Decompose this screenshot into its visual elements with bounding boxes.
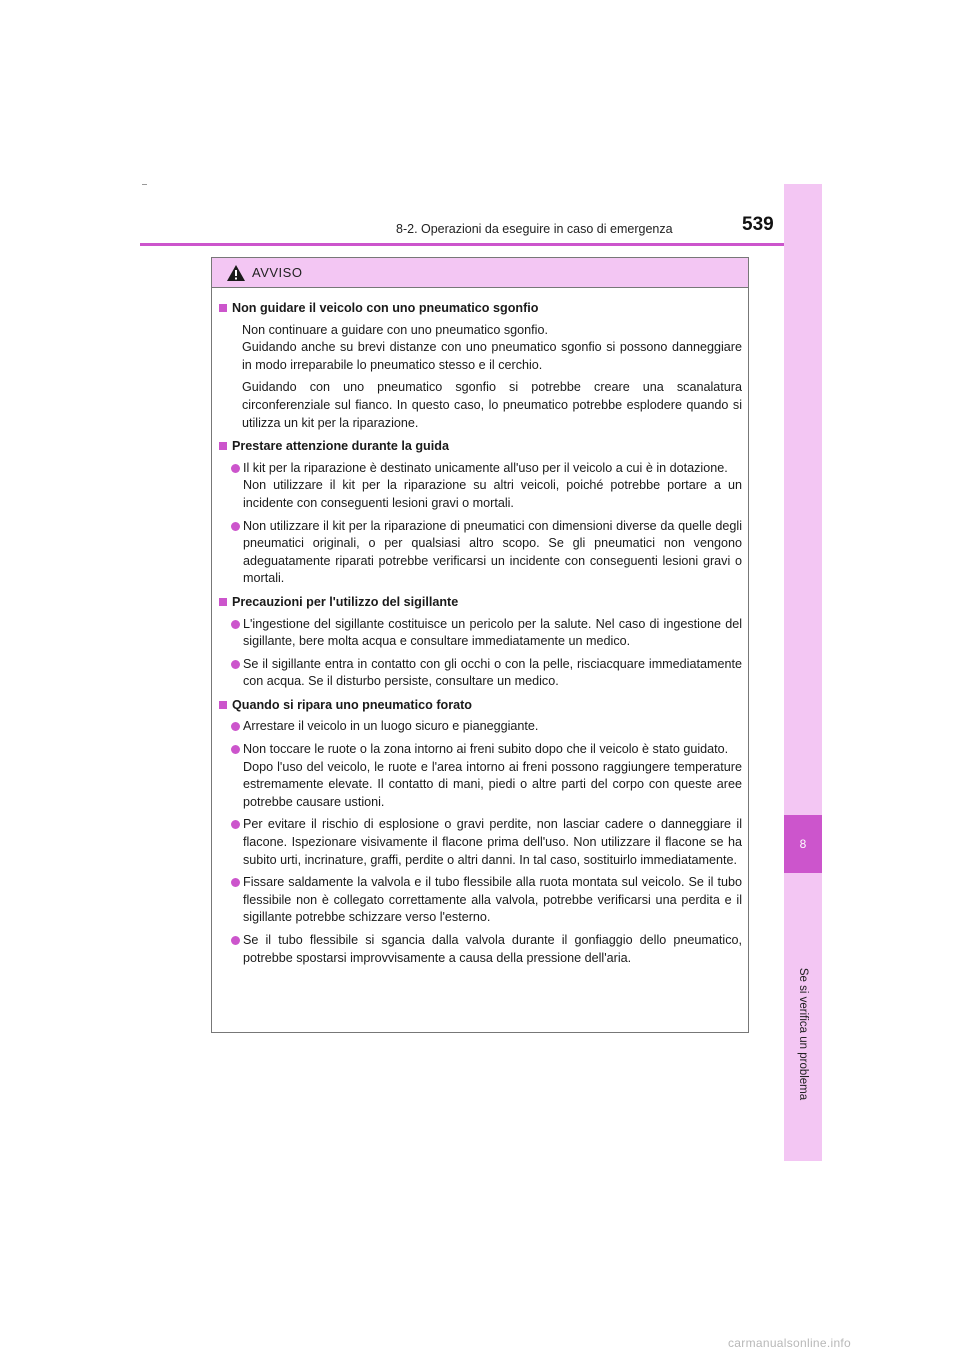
warning-section bbox=[219, 438, 742, 588]
header-divider bbox=[140, 243, 822, 246]
bullet-line: Il kit per la riparazione è destinato unicamente all'uso per il veicolo a cui è in dotazione. bbox=[243, 460, 728, 475]
bullet-item bbox=[219, 518, 742, 588]
section-title bbox=[219, 438, 742, 456]
bullet-text bbox=[243, 518, 742, 588]
bullet-text bbox=[243, 741, 742, 811]
bullet-line: Non toccare le ruote o la zona intorno ai freni subito dopo che il veicolo è stato guidato. bbox=[243, 742, 729, 757]
bullet-text bbox=[243, 932, 742, 967]
paragraph-line: Guidando anche su brevi distanze con uno pneumatico sgonfio si possono danneggiare in modo irreparabile lo pneumatico stesso e il cerchio. bbox=[242, 340, 742, 372]
bullet-text bbox=[243, 460, 742, 513]
bullet-line: Per evitare il rischio di esplosione o gravi perdite, non lasciar cadere o danneggiare il flacone. Ispezionare visivamente il flacone prima dell'uso. Non utilizzare il flacone se ha subito urti, incrinature, graffi, perdite o altri danni. In tal caso, sostituirlo immediatamente. bbox=[243, 817, 742, 867]
crop-mark bbox=[142, 184, 147, 185]
bullet-text bbox=[243, 816, 742, 869]
chapter-title-vertical: Se si verifica un problema bbox=[797, 967, 809, 1101]
bullet-line: Se il sigillante entra in contatto con gli occhi o con la pelle, risciacquare immediatamente con acqua. Se il disturbo persiste, consultare un medico. bbox=[243, 656, 742, 689]
section-title bbox=[219, 697, 742, 715]
section-title-text: Prestare attenzione durante la guida bbox=[232, 439, 449, 454]
section-title-text: Non guidare il veicolo con uno pneumatico sgonfio bbox=[232, 301, 539, 315]
bullet-line: Non utilizzare il kit per la riparazione su altri veicoli, poiché potrebbe portare a un incidente con conseguenti lesioni gravi o mortali. bbox=[243, 478, 742, 510]
square-bullet-icon bbox=[219, 442, 227, 450]
bullet-line: Dopo l'uso del veicolo, le ruote e l'area intorno ai freni possono raggiungere temperature estremamente elevate. Il contatto di mani, piedi o altre parti del corpo con queste aree potrebbe causare ustioni. bbox=[243, 759, 742, 809]
section-title bbox=[219, 594, 742, 612]
circle-bullet-icon bbox=[231, 620, 240, 629]
circle-bullet-icon bbox=[231, 878, 240, 887]
section-title-text: Quando si ripara uno pneumatico forato bbox=[232, 697, 473, 712]
warning-section bbox=[219, 594, 742, 691]
bullet-item bbox=[219, 932, 742, 967]
square-bullet-icon bbox=[219, 701, 227, 709]
circle-bullet-icon bbox=[231, 522, 240, 531]
bullet-text bbox=[243, 656, 742, 691]
warning-box bbox=[211, 257, 749, 1033]
bullet-item bbox=[219, 656, 742, 691]
watermark: carmanualsonline.info bbox=[728, 1336, 852, 1350]
section-title-text: Precauzioni per l'utilizzo del sigillante bbox=[232, 594, 459, 609]
section-title bbox=[219, 300, 742, 318]
bullet-item bbox=[219, 816, 742, 869]
bullet-line: L'ingestione del sigillante costituisce un pericolo per la salute. Nel caso di ingestione del sigillante, bere molta acqua e consultare immediatamente un medico. bbox=[243, 616, 742, 649]
warning-header bbox=[212, 258, 748, 288]
warning-body bbox=[212, 288, 748, 967]
paragraph bbox=[219, 379, 742, 432]
circle-bullet-icon bbox=[231, 820, 240, 829]
paragraph bbox=[219, 322, 742, 375]
section-header: 8-2. Operazioni da eseguire in caso di emergenza bbox=[396, 222, 673, 236]
warning-section bbox=[219, 300, 742, 432]
bullet-item bbox=[219, 616, 742, 651]
bullet-item bbox=[219, 741, 742, 811]
circle-bullet-icon bbox=[231, 722, 240, 731]
bullet-item bbox=[219, 718, 742, 736]
circle-bullet-icon bbox=[231, 936, 240, 945]
bullet-line: Se il tubo flessibile si sgancia dalla valvola durante il gonfiaggio dello pneumatico, potrebbe spostarsi improvvisamente a causa della pressione dell'aria. bbox=[243, 933, 742, 965]
bullet-line: Fissare saldamente la valvola e il tubo flessibile alla ruota montata sul veicolo. Se il tubo flessibile non è collegato correttamente alla valvola, potrebbe verificarsi una perdita e il sigillante potrebbe schizzare verso l'esterno. bbox=[243, 875, 742, 925]
circle-bullet-icon bbox=[231, 464, 240, 473]
warning-title: AVVISO bbox=[252, 265, 303, 280]
warning-section bbox=[219, 697, 742, 967]
paragraph-line: Guidando con uno pneumatico sgonfio si potrebbe creare una scanalatura circonferenziale sul fianco. In questo caso, lo pneumatico potrebbe esplodere quando si utilizza un kit per la riparazione. bbox=[242, 380, 742, 430]
bullet-line: Arrestare il veicolo in un luogo sicuro e pianeggiante. bbox=[243, 719, 539, 734]
bullet-item bbox=[219, 874, 742, 927]
bullet-line: Non utilizzare il kit per la riparazione di pneumatici con dimensioni diverse da quelle degli pneumatici originali, o per qualsiasi altro scopo. Se gli pneumatici non vengono adeguatamente riparati potrebbe verificarsi un incidente con conseguenti lesioni gravi o mortali. bbox=[243, 518, 742, 586]
bullet-text bbox=[243, 718, 742, 736]
circle-bullet-icon bbox=[231, 745, 240, 754]
bullet-text bbox=[243, 616, 742, 651]
chapter-number-tab: 8 bbox=[784, 815, 822, 873]
warning-triangle-icon bbox=[226, 264, 246, 282]
bullet-text bbox=[243, 874, 742, 927]
square-bullet-icon bbox=[219, 304, 227, 312]
bullet-item bbox=[219, 460, 742, 513]
paragraph-line: Non continuare a guidare con uno pneumatico sgonfio. bbox=[242, 322, 548, 337]
circle-bullet-icon bbox=[231, 660, 240, 669]
square-bullet-icon bbox=[219, 598, 227, 606]
page-number: 539 bbox=[742, 214, 774, 235]
